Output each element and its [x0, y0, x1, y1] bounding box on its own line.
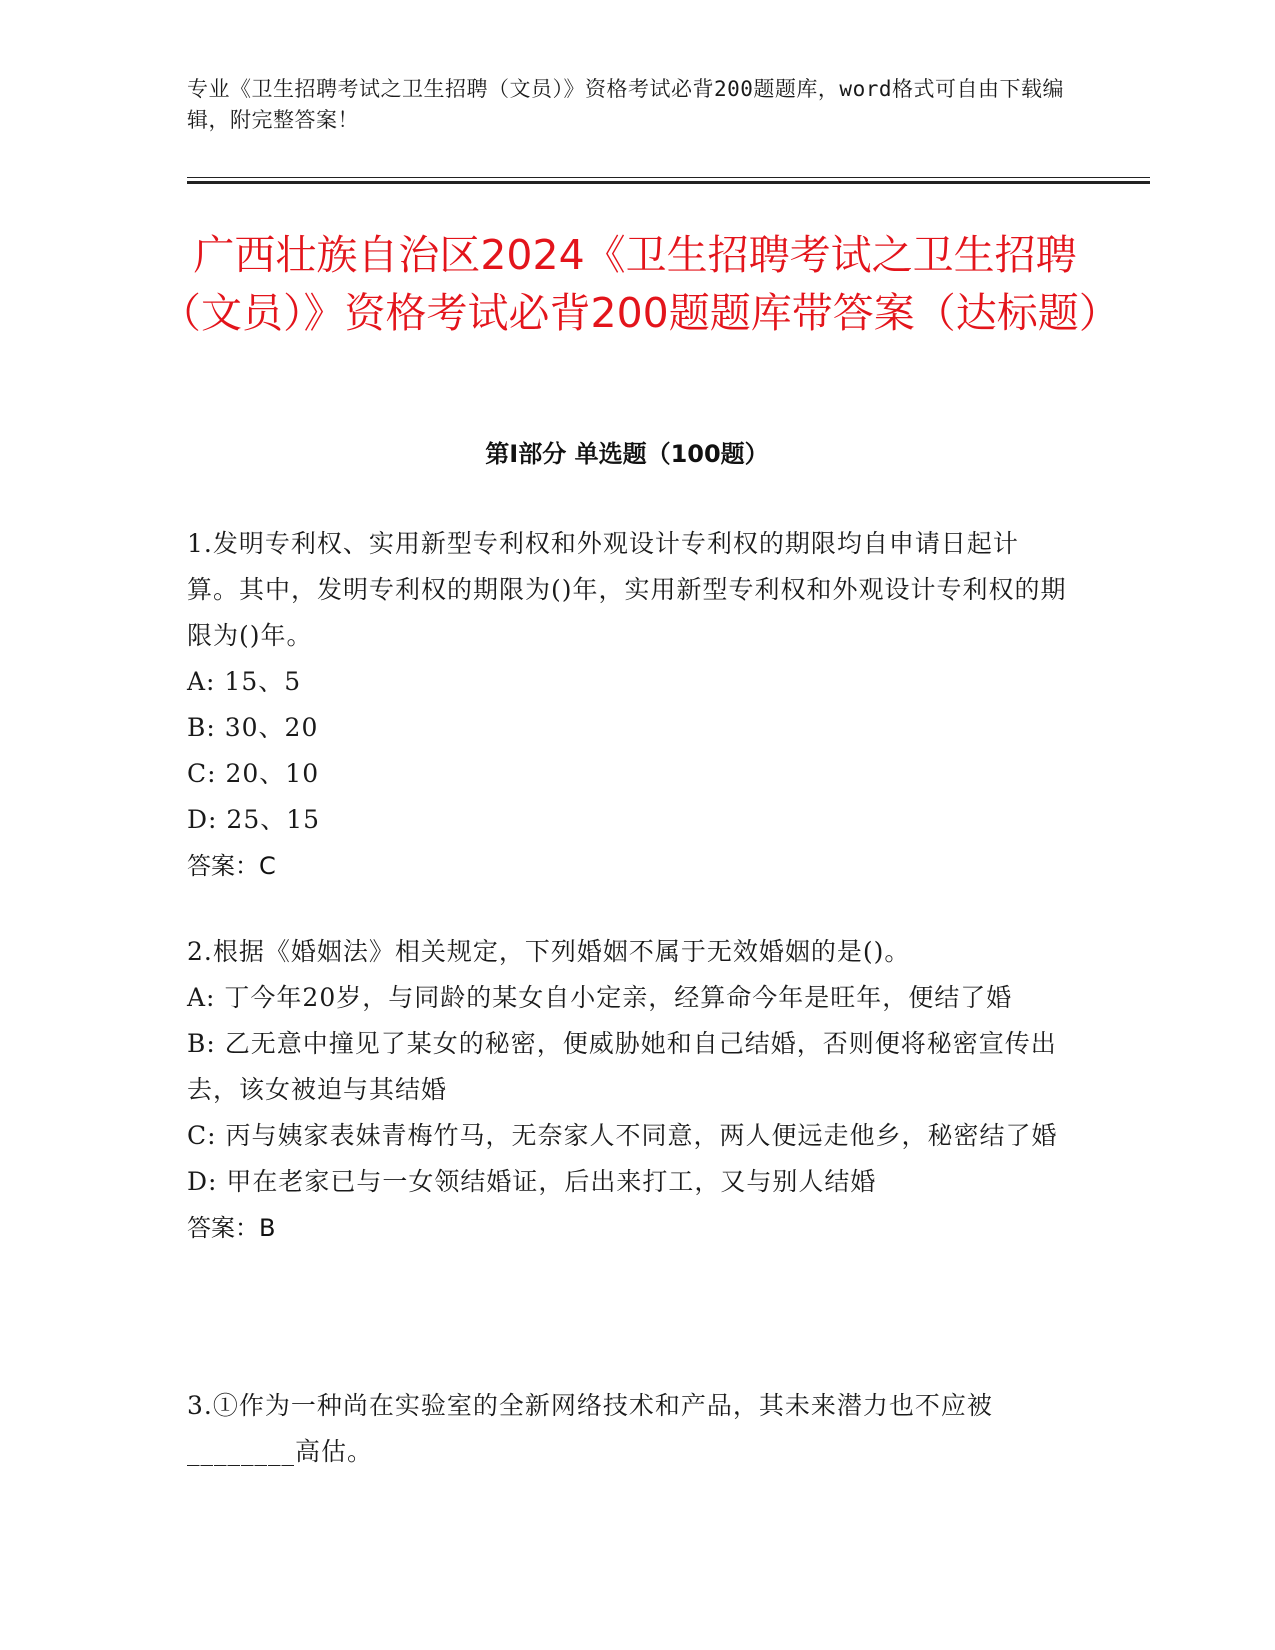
header-divider-thick — [187, 181, 1150, 184]
option-b: B: 乙无意中撞见了某女的秘密，便威胁她和自己结婚，否则便将秘密宣传出去，该女被迫与其结婚 — [187, 1029, 1057, 1104]
question-3 — [187, 1383, 1067, 1475]
option-d: D: 25、15 — [187, 805, 321, 834]
option-c: C: 丙与姨家表妹青梅竹马，无奈家人不同意，两人便远走他乡，秘密结了婚 — [187, 1121, 1058, 1150]
section-title: 第Ⅰ部分 单选题（100题） — [485, 440, 769, 468]
option-b: B: 30、20 — [187, 713, 319, 742]
question-stem: 3.①作为一种尚在实验室的全新网络技术和产品，其未来潜力也不应被________高估。 — [187, 1391, 993, 1466]
question-stem: 2.根据《婚姻法》相关规定，下列婚姻不属于无效婚姻的是()。 — [187, 937, 911, 966]
header-divider-thin — [187, 177, 1150, 178]
answer-line: 答案：B — [187, 1214, 276, 1242]
question-stem: 1.发明专利权、实用新型专利权和外观设计专利权的期限均自申请日起计算。其中，发明专利权的期限为()年，实用新型专利权和外观设计专利权的期限为()年。 — [187, 529, 1067, 650]
option-d: D: 甲在老家已与一女领结婚证，后出来打工，又与别人结婚 — [187, 1167, 877, 1196]
option-c: C: 20、10 — [187, 759, 320, 788]
document-title: 广西壮族自治区2024《卫生招聘考试之卫生招聘（文员）》资格考试必背200题题库带答案（达标题） — [160, 231, 1120, 337]
option-a: A: 丁今年20岁，与同龄的某女自小定亲，经算命今年是旺年，便结了婚 — [187, 983, 1013, 1012]
header-note: 专业《卫生招聘考试之卫生招聘（文员）》资格考试必背200题题库，word格式可自由下载编辑，附完整答案！ — [187, 77, 1064, 132]
answer-line: 答案：C — [187, 852, 276, 880]
option-a: A: 15、5 — [187, 667, 302, 696]
question-1 — [187, 521, 1067, 889]
question-2 — [187, 929, 1067, 1251]
